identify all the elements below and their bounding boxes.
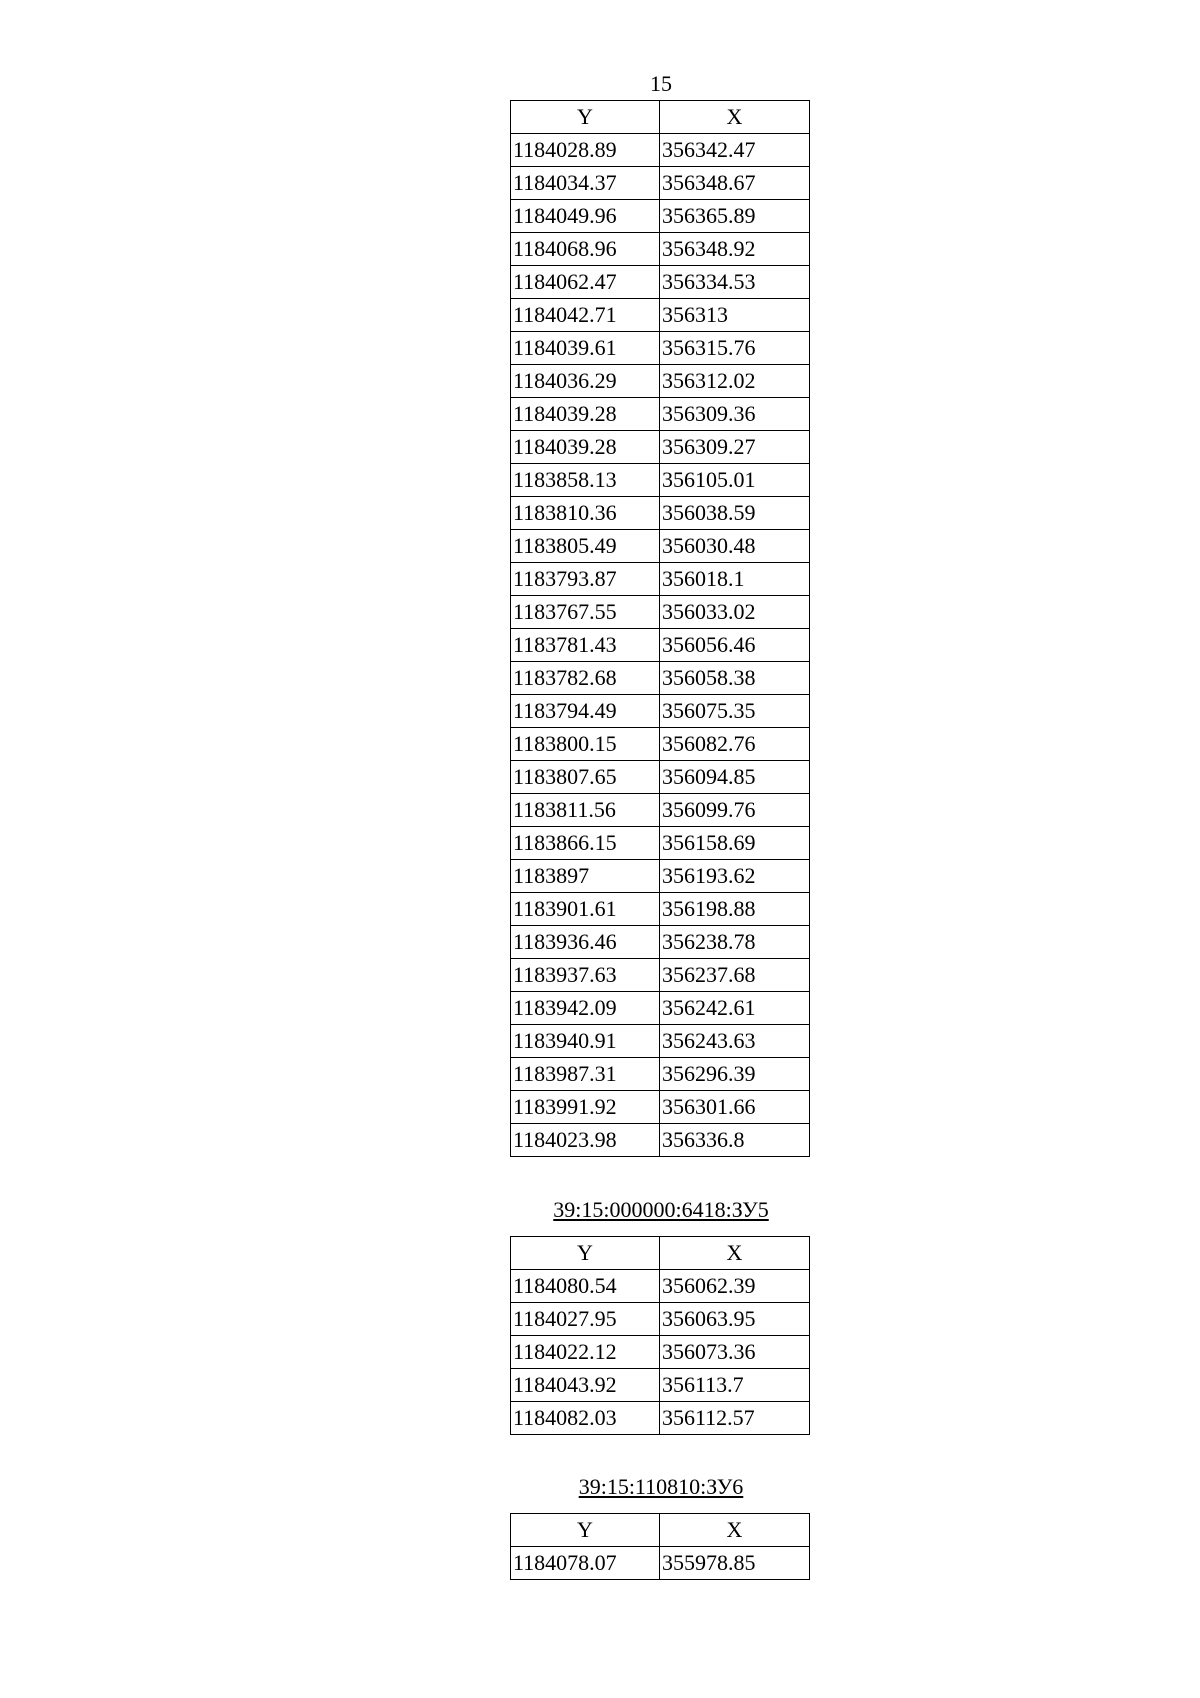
table-row [511,464,810,497]
table-row [511,596,810,629]
cell-y: 1184078.07 [511,1547,660,1580]
table-row [511,893,810,926]
coordinates-table-1 [510,100,810,1157]
cell-x: 356315.76 [660,332,810,365]
cell-x: 356309.36 [660,398,810,431]
column-header-y: Y [511,1237,660,1270]
cell-x: 356033.02 [660,596,810,629]
cell-y: 1183937.63 [511,959,660,992]
table-row [511,332,810,365]
cell-y: 1184036.29 [511,365,660,398]
table-row [511,794,810,827]
cell-y: 1184062.47 [511,266,660,299]
cell-y: 1183811.56 [511,794,660,827]
coordinates-table-zu5 [510,1236,810,1435]
cell-y: 1183936.46 [511,926,660,959]
table-row [511,1091,810,1124]
table-row [511,266,810,299]
table-row [511,563,810,596]
cell-y: 1183810.36 [511,497,660,530]
cell-y: 1183866.15 [511,827,660,860]
table-row [511,1402,810,1435]
column-header-x: X [660,1514,810,1547]
cell-y: 1184028.89 [511,134,660,167]
table-row [511,728,810,761]
table-row [511,629,810,662]
table-row [511,1369,810,1402]
table-row [511,431,810,464]
table-row [511,926,810,959]
cell-x: 356062.39 [660,1270,810,1303]
cell-y: 1183897 [511,860,660,893]
cell-y: 1184068.96 [511,233,660,266]
cell-x: 356313 [660,299,810,332]
cell-y: 1183987.31 [511,1058,660,1091]
cell-x: 356312.02 [660,365,810,398]
cell-x: 356296.39 [660,1058,810,1091]
cell-x: 356301.66 [660,1091,810,1124]
table-row [511,233,810,266]
cell-x: 356193.62 [660,860,810,893]
table-row [511,497,810,530]
table-row [511,299,810,332]
table-row [511,695,810,728]
table-row [511,1547,810,1580]
cell-y: 1184039.28 [511,398,660,431]
cell-x: 356348.92 [660,233,810,266]
table-row [511,530,810,563]
cell-y: 1184082.03 [511,1402,660,1435]
cell-x: 356075.35 [660,695,810,728]
cell-y: 1183793.87 [511,563,660,596]
table-row [511,1336,810,1369]
cell-x: 356237.68 [660,959,810,992]
page-number: 15 [650,71,672,96]
cell-x: 356365.89 [660,200,810,233]
cell-x: 356094.85 [660,761,810,794]
table-row [511,827,810,860]
table-row [511,992,810,1025]
cell-x: 356105.01 [660,464,810,497]
table-row [511,365,810,398]
cell-x: 356030.48 [660,530,810,563]
column-header-x: X [660,101,810,134]
table-row [511,959,810,992]
cell-x: 355978.85 [660,1547,810,1580]
cell-x: 356056.46 [660,629,810,662]
cell-x: 356342.47 [660,134,810,167]
table-header-row [511,1237,810,1270]
section-heading-zu6: 39:15:110810:ЗУ6 [578,1474,744,1499]
cell-y: 1183991.92 [511,1091,660,1124]
cell-x: 356038.59 [660,497,810,530]
cell-y: 1184042.71 [511,299,660,332]
cell-x: 356082.76 [660,728,810,761]
cell-x: 356198.88 [660,893,810,926]
cell-y: 1184034.37 [511,167,660,200]
cell-y: 1183794.49 [511,695,660,728]
cell-y: 1183807.65 [511,761,660,794]
cell-x: 356334.53 [660,266,810,299]
table-header-row [511,101,810,134]
column-header-y: Y [511,101,660,134]
cell-y: 1183858.13 [511,464,660,497]
cell-y: 1183781.43 [511,629,660,662]
cell-x: 356158.69 [660,827,810,860]
cell-y: 1184039.28 [511,431,660,464]
cell-y: 1183805.49 [511,530,660,563]
cell-y: 1183767.55 [511,596,660,629]
coordinates-table-zu6 [510,1513,810,1580]
table-row [511,398,810,431]
table-row [511,200,810,233]
table-row [511,860,810,893]
table-row [511,167,810,200]
cell-x: 356018.1 [660,563,810,596]
table-header-row [511,1514,810,1547]
cell-x: 356309.27 [660,431,810,464]
table-row [511,134,810,167]
cell-x: 356099.76 [660,794,810,827]
section-heading-zu5: 39:15:000000:6418:ЗУ5 [553,1197,769,1222]
cell-y: 1184043.92 [511,1369,660,1402]
cell-y: 1183782.68 [511,662,660,695]
table-row [511,1025,810,1058]
column-header-y: Y [511,1514,660,1547]
cell-x: 356063.95 [660,1303,810,1336]
cell-y: 1184023.98 [511,1124,660,1157]
table-row [511,1058,810,1091]
table-row [511,1124,810,1157]
cell-x: 356238.78 [660,926,810,959]
cell-y: 1183942.09 [511,992,660,1025]
cell-y: 1183901.61 [511,893,660,926]
cell-x: 356058.38 [660,662,810,695]
cell-x: 356242.61 [660,992,810,1025]
cell-y: 1184049.96 [511,200,660,233]
cell-x: 356073.36 [660,1336,810,1369]
cell-y: 1184027.95 [511,1303,660,1336]
table-row [511,1270,810,1303]
cell-x: 356243.63 [660,1025,810,1058]
table-row [511,662,810,695]
cell-x: 356348.67 [660,167,810,200]
table-row [511,1303,810,1336]
table-row [511,761,810,794]
cell-y: 1183940.91 [511,1025,660,1058]
cell-x: 356336.8 [660,1124,810,1157]
column-header-x: X [660,1237,810,1270]
cell-x: 356113.7 [660,1369,810,1402]
cell-y: 1183800.15 [511,728,660,761]
cell-y: 1184022.12 [511,1336,660,1369]
cell-y: 1184080.54 [511,1270,660,1303]
cell-y: 1184039.61 [511,332,660,365]
cell-x: 356112.57 [660,1402,810,1435]
